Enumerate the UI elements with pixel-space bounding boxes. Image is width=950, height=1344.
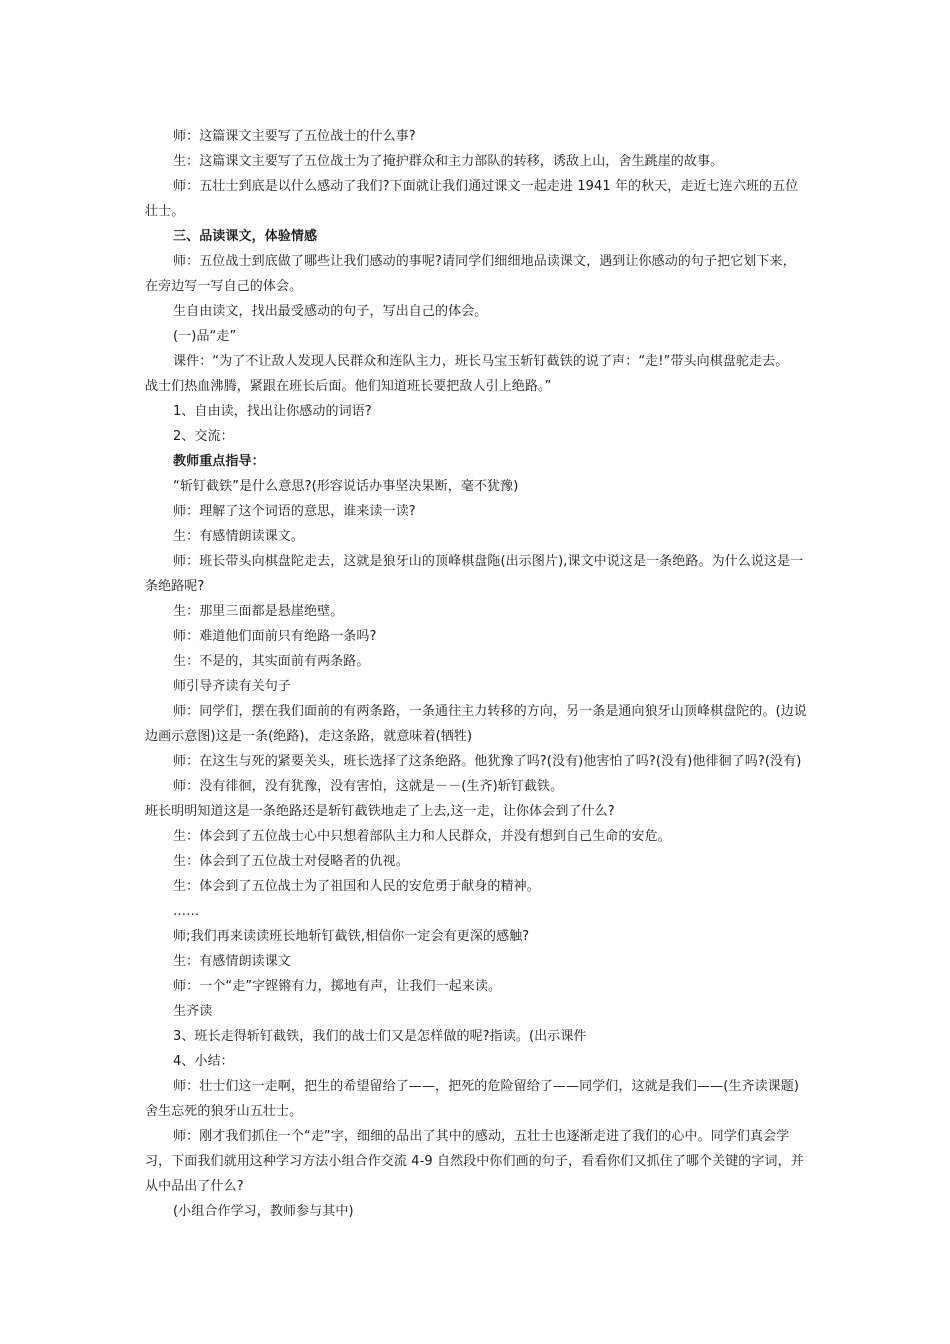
paragraph-line: 班长明明知道这是一条绝路还是斩钉截铁地走了上去,这一走，让你体会到了什么? — [145, 804, 615, 819]
paragraph-line: 生自由读文，找出最受感动的句子，写出自己的体会。 — [173, 304, 488, 319]
paragraph-line: 师：班长带头向棋盘陀走去，这就是狼牙山的顶峰棋盘陁(出示图片),课文中说这是一条绝路。为什么说这是一 — [173, 554, 804, 569]
paragraph-line: 师：刚才我们抓住一个“走”字，细细的品出了其中的感动，五壮士也逐渐走进了我们的心中。同学们真会学 — [173, 1129, 790, 1144]
paragraph-line: 1、自由读，找出让你感动的词语? — [173, 404, 372, 419]
paragraph-line: 壮士。 — [145, 204, 185, 219]
paragraph-line: 师：难道他们面前只有绝路一条吗? — [173, 629, 377, 644]
paragraph-line: 舍生忘死的狼牙山五壮士。 — [145, 1104, 303, 1119]
paragraph-line: 师：没有徘徊，没有犹豫，没有害怕，这就是－－(生齐)斩钉截铁。 — [173, 779, 564, 794]
paragraph-line: “斩钉截铁”是什么意思?(形容说话办事坚决果断，毫不犹豫) — [173, 479, 519, 494]
paragraph-line: 生：有感情朗读课文。 — [173, 529, 305, 544]
paragraph-line: 生：那里三面都是悬崖绝壁。 — [173, 604, 344, 619]
paragraph-line: 师：五壮士到底是以什么感动了我们?下面就让我们通过课文一起走进 1941 年的秋天，走近七连六班的五位 — [173, 179, 799, 194]
paragraph-line: 生：不是的，其实面前有两条路。 — [173, 654, 370, 669]
paragraph-line: 师：这篇课文主要写了五位战士的什么事? — [173, 129, 416, 144]
paragraph-line: 2、交流： — [173, 429, 234, 444]
paragraph-line: 生：体会到了五位战士为了祖国和人民的安危勇于献身的精神。 — [173, 879, 540, 894]
paragraph-line: 生：体会到了五位战士对侵略者的仇视。 — [173, 854, 409, 869]
paragraph-line: 师：壮士们这一走啊，把生的希望留给了——，把死的危险留给了——同学们，这就是我们——(生齐读课题) — [173, 1079, 800, 1094]
paragraph-line: 师：在这生与死的紧要关头，班长选择了这条绝路。他犹豫了吗?(没有)他害怕了吗?(没有)他徘徊了吗?(没有) — [173, 754, 802, 769]
paragraph-line: 条绝路呢? — [145, 579, 205, 594]
paragraph-line: 生齐读 — [173, 1004, 213, 1019]
paragraph-line: (一)品“走” — [173, 329, 237, 344]
section-heading: 教师重点指导： — [173, 454, 265, 469]
paragraph-line: 师：理解了这个词语的意思，谁来读一读? — [173, 504, 416, 519]
paragraph-line: (小组合作学习，教师参与其中) — [173, 1204, 354, 1219]
paragraph-line: …… — [173, 904, 200, 919]
paragraph-line: 师;我们再来读读班长地斩钉截铁,相信你一定会有更深的感触? — [173, 929, 530, 944]
paragraph-line: 战士们热血沸腾，紧跟在班长后面。他们知道班长要把敌人引上绝路。” — [145, 379, 552, 394]
paragraph-line: 生：有感情朗读课文 — [173, 954, 291, 969]
paragraph-line: 习，下面我们就用这种学习方法小组合作交流 4-9 自然段中你们画的句子，看看你们又抓住了哪个关键的字词，并 — [145, 1154, 804, 1169]
paragraph-line: 师：五位战士到底做了哪些让我们感动的事呢?请同学们细细地品读课文，遇到让你感动的句子把它划下来， — [173, 254, 796, 269]
paragraph-line: 生：这篇课文主要写了五位战士为了掩护群众和主力部队的转移，诱敌上山，舍生跳崖的故事。 — [173, 154, 724, 169]
paragraph-line: 在旁边写一写自己的体会。 — [145, 279, 303, 294]
paragraph-line: 课件：“为了不让敌人发现人民群众和连队主力，班长马宝玉斩钉截铁的说了声：“走!”带头向棋盘驼走去。 — [173, 354, 789, 369]
paragraph-line: 师引导齐读有关句子 — [173, 679, 291, 694]
paragraph-line: 边画示意图)这是一条(绝路)，走这条路，就意味着(牺牲) — [145, 729, 473, 744]
paragraph-line: 4、小结： — [173, 1054, 234, 1069]
paragraph-line: 师：同学们，摆在我们面前的有两条路，一条通往主力转移的方向，另一条是通向狼牙山顶峰棋盘陀的。(边说 — [173, 704, 807, 719]
paragraph-line: 3、班长走得斩钉截铁，我们的战士们又是怎样做的呢?指读。(出示课件 — [173, 1029, 587, 1044]
section-heading: 三、品读课文，体验情感 — [173, 229, 318, 244]
paragraph-line: 师：一个“走”字铿锵有力，掷地有声，让我们一起来读。 — [173, 979, 502, 994]
paragraph-line: 生：体会到了五位战士心中只想着部队主力和人民群众，并没有想到自己生命的安危。 — [173, 829, 671, 844]
paragraph-line: 从中品出了什么? — [145, 1179, 244, 1194]
